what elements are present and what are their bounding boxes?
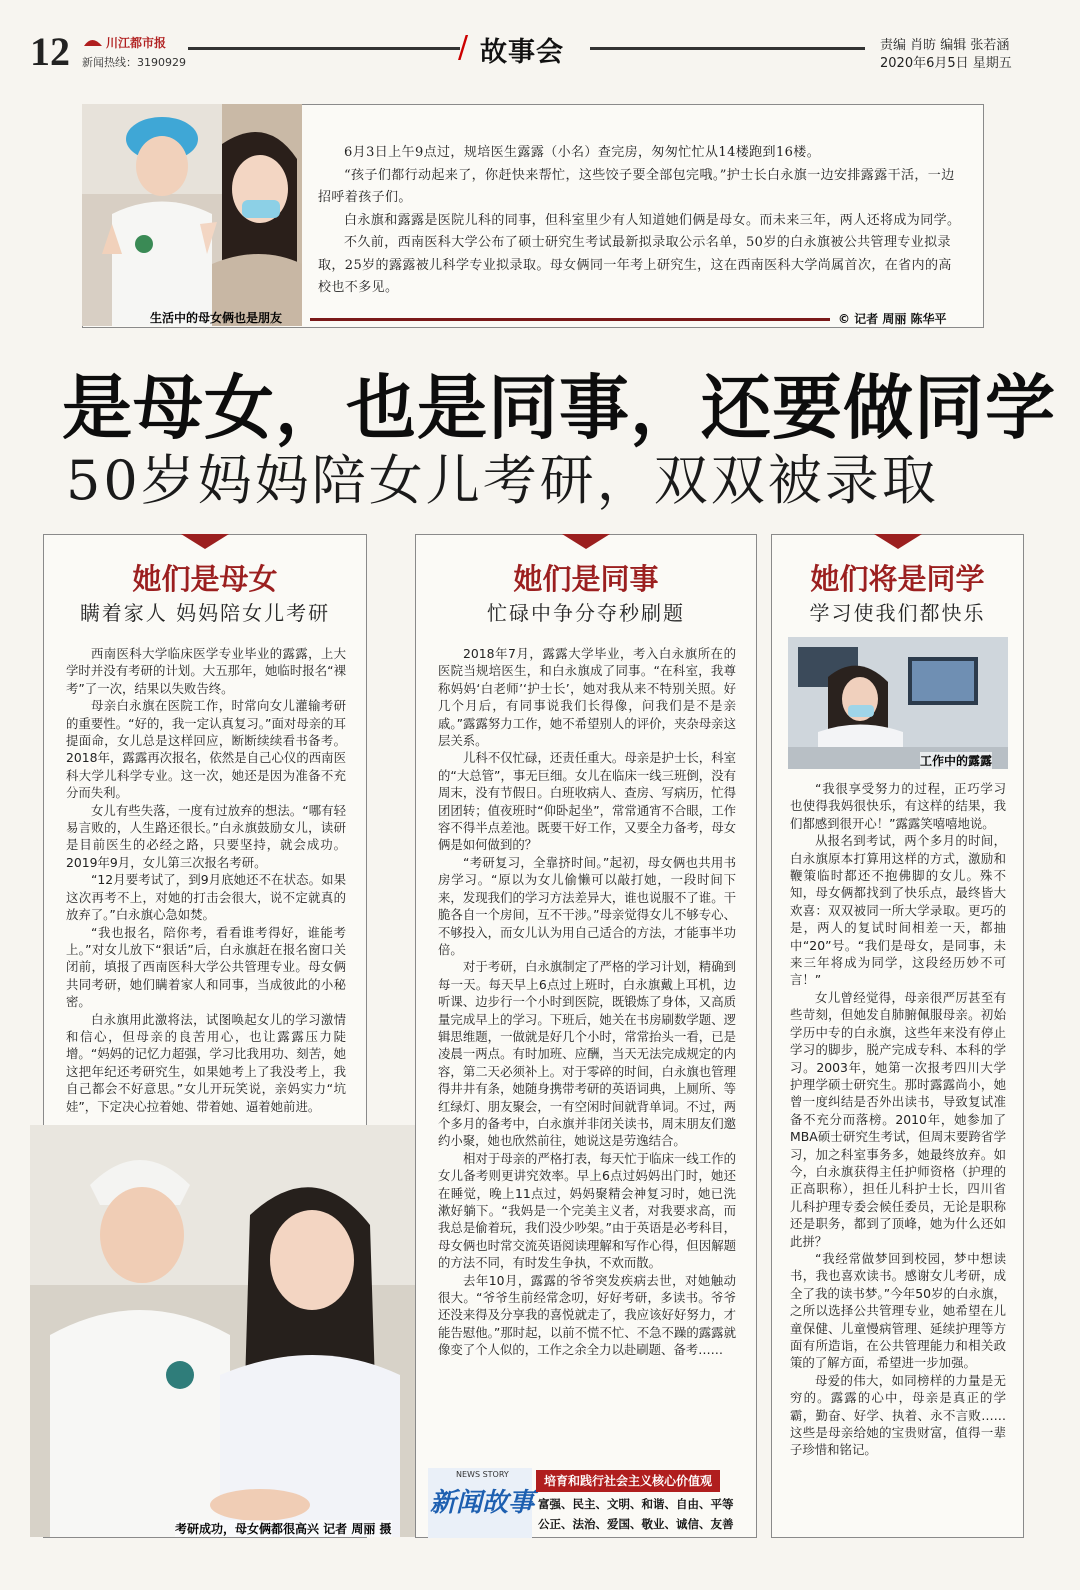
paper-name: 川江都市报 — [106, 36, 167, 50]
body-paragraph: “考研复习，全靠挤时间。”起初，母女俩也共用书房学习。“原以为女儿偷懒可以敲打她，一段时间下来，发现我们的学习方法差异大，谁也说服不了谁。干脆各自一个房间，互不干涉。”母亲觉得女儿不够专心、不够投入，而女儿认为用自己适合的方法，才能事半功倍。 — [438, 854, 736, 957]
body-paragraph: 母亲白永旗在医院工作，时常向女儿灌输考研的重要性。“好的，我一定认真复习。”面对母亲的耳提面命，女儿总是这样回应，断断续续看书备考。2018年，露露再次报名，依然是自己心仪的西南医科大学儿科学专业。这一次，她还是因为准备不充分而失利。 — [66, 698, 346, 801]
body-paragraph: 西南医科大学临床医学专业毕业的露露，上大学时并没有考研的计划。大五那年，她临时报名“裸考”了一次，结果以失败告终。 — [66, 646, 346, 696]
body-paragraph: 对于考研，白永旗制定了严格的学习计划，精确到每一天。每天早上6点过上班时，白永旗戴上耳机，边听课、边步行一个小时到医院，既锻炼了身体，又高质量完成早上的学习。下班后，她关在书房刷数学题、逻辑思维题，一做就是好几个小时，常常抬头一看，已是凌晨一两点。有时加班、应酬，当天无法完成规定的内容，第二天必须补上。对于零碎的时间，白永旗也管理得井井有条，她随身携带考研的英语词典，上厕所、等红绿灯、朋友聚会，一有空闲时间就背单词。不过，两个多月的备考中，白永旗并非闭关读书，周末朋友们邀约小聚，她也欣然前往，她说这是劳逸结合。 — [438, 959, 736, 1149]
column-title: 她们是同事 — [513, 562, 659, 596]
body-paragraph: 儿科不仅忙碌，还责任重大。母亲是护士长，科室的“大总管”，事无巨细。女儿在临床一线三班倒，没有周末，没有节假日。白班收病人、查房、写病历，忙得团团转；值夜班时“仰卧起坐”，常常通宵不合眼，工作容不得半点差池。既要干好工作，又要全力备考，母女俩是如何做到的？ — [438, 750, 736, 853]
byline-rule — [310, 318, 830, 321]
body-paragraph: 从报名到考试，两个多月的时间，白永旗原本打算用这样的方式，激励和鞭策临时都还不抱佛脚的女儿。殊不知，母女俩都找到了快乐点，最终皆大欢喜：双双被同一所大学录取。更巧的是，两人的复试时间相差一天，都抽中“20”号。“我们是母女，是同事，未来三年将成为同学，这段经历妙不可言！” — [790, 833, 1006, 988]
column-colleagues — [415, 534, 757, 1538]
body-paragraph: “12月要考试了，到9月底她还不在状态。如果这次再考不上，对她的打击会很大，说不定就真的放弃了。”白永旗心急如焚。 — [66, 872, 346, 923]
body-paragraph: 女儿曾经觉得，母亲很严厉甚至有些苛刻，但她发自肺腑佩服母亲。初始学历中专的白永旗，这些年来没有停止学习的脚步，脱产完成专科、本科的学习。2003年，她第一次报考四川大学护理学硕士研究生。那时露露尚小，她曾一度纠结是否外出读书，导致复试准备不充分而落榜。2010年，她参加了MBA硕士研究生考试，但周末要跨省学习，加之科室事务多，她最终放弃。如今，白永旗获得主任护师资格（护理的正高职称），担任儿科护士长，四川省儿科护理专委会候任委员，无论是职称还是职务，都到了顶峰，她为什么还如此拼？ — [790, 989, 1006, 1249]
intro-paragraph: 不久前，西南医科大学公布了硕士研究生考试最新拟录取公示名单，50岁的白永旗被公共管理专业拟录取，25岁的露露被儿科学专业拟录取。母女俩同一年考上研究生，这在西南医科大学尚属首次，在省内的高校也不多见。 — [318, 235, 952, 295]
mother-daughter-selfie-photo — [82, 104, 302, 326]
core-values-line: 富强、民主、文明、和谐、自由、平等 — [538, 1497, 734, 1511]
intro-paragraph: “孩子们都行动起来了，你赶快来帮忙，这些饺子要全部包完哦。”护士长白永旗一边安排露露干活，一边招呼着孩子们。 — [318, 167, 955, 205]
core-values-line: 公正、法治、爱国、敬业、诚信、友善 — [538, 1517, 734, 1531]
intro-photo-caption: 生活中的母女俩也是朋友 — [150, 311, 283, 325]
daughter-working-photo — [788, 637, 1008, 769]
news-story-logo-text: 新闻故事 — [430, 1488, 535, 1518]
column-body — [438, 645, 736, 1359]
section-slash-mark: / — [458, 30, 469, 65]
body-paragraph: 白永旗用此激将法，试图唤起女儿的学习激情和信心，但母亲的良苦用心，也让露露压力陡增。“妈妈的记忆力超强，学习比我用功、刻苦，她这把年纪还考研究生，如果她考上了我没考上，我自己都会不好意思。”女儿开玩笑说，亲妈实力“坑娃”，下定决心拉着她、带着她、逼着她前进。 — [66, 1011, 346, 1114]
editors-credit: 责编 肖昉 编辑 张若涵 — [880, 38, 1010, 53]
celebration-photo-caption: 考研成功，母女俩都很高兴 记者 周丽 摄 — [175, 1522, 392, 1536]
column-body — [66, 645, 346, 1115]
column-title: 她们将是同学 — [810, 562, 985, 596]
body-paragraph: 母爱的伟大，如同榜样的力量是无穷的。露露的心中，母亲是真正的学霸，勤奋、好学、执着、永不言败……这些是母亲给她的宝贵财富，值得一辈子珍惜和铭记。 — [790, 1372, 1006, 1458]
column-marker-triangle — [562, 534, 610, 549]
body-paragraph: “我很享受努力的过程，正巧学习也使得我妈很快乐，有这样的结果，我们都感到很开心！”露露笑嘻嘻地说。 — [790, 781, 1006, 831]
column-subtitle: 忙碌中争分夺秒刷题 — [487, 601, 685, 625]
column-title: 她们是母女 — [132, 562, 278, 596]
body-paragraph: 2018年7月，露露大学毕业，考入白永旗所在的医院当规培医生，和白永旗成了同事。“在科室，我尊称妈妈‘白老师’‘护士长’，她对我从来不特别关照。好几个月后，有同事说我们长得像，问我们是不是亲戚。”露露努力工作，她不希望别人的评价，夹杂母亲这层关系。 — [438, 646, 736, 749]
paper-logo — [82, 32, 180, 54]
news-story-logo-small: NEWS STORY — [456, 1470, 509, 1479]
body-paragraph: 相对于母亲的严格打表，每天忙于临床一线工作的女儿备考则更讲究效率。早上6点过妈妈出门时，她还在睡觉，晚上11点过，妈妈聚精会神复习时，她已洗漱好躺下。“我妈是一个完美主义者，对我要求高，而我总是偷着玩，我们没少吵架。”由于英语是必考科目，母女俩也时常交流英语阅读理解和写作心得，但因解题的方法不同，有时发生争执，不欢而散。 — [438, 1150, 736, 1271]
intro-lead-text — [318, 142, 963, 300]
intro-paragraph: 白永旗和露露是医院儿科的同事，但科室里少有人知道她们俩是母女。而未来三年，两人还将成为同学。 — [344, 212, 961, 228]
reporter-byline: © 记者 周丽 陈华平 — [838, 312, 947, 326]
section-name: 故事会 — [480, 37, 564, 68]
news-hotline: 新闻热线：3190929 — [82, 56, 186, 69]
body-paragraph: “我经常做梦回到校园，梦中想读书，我也喜欢读书。感谢女儿考研，成全了我的读书梦。”今年50岁的白永旗，之所以选择公共管理专业，她希望在儿童保健、儿童慢病管理、延续护理等方面有所造诣，在公共管理能力和相关政策的了解方面，希望进一步加强。 — [790, 1250, 1006, 1371]
column-marker-triangle — [874, 534, 922, 549]
intro-paragraph: 6月3日上午9点过，规培医生露露（小名）查完房，匆匆忙忙从14楼跑到16楼。 — [344, 145, 821, 160]
sub-headline: 50岁妈妈陪女儿考研，双双被录取 — [66, 449, 939, 512]
body-paragraph: “我也报名，陪你考，看看谁考得好，谁能考上。”对女儿放下“狠话”后，白永旗赶在报名窗口关闭前，填报了西南医科大学公共管理专业。母女俩共同考研，她们瞒着家人和同事，当成彼此的小秘密。 — [66, 924, 346, 1010]
body-paragraph: 女儿有些失落，一度有过放弃的想法。“哪有轻易言败的，人生路还很长。”白永旗鼓励女儿，读研是目前医生的必经之路，只要坚持，就会成功。2019年9月，女儿第三次报名考研。 — [66, 802, 346, 870]
header-rule-right — [590, 47, 865, 50]
header-rule-left — [188, 47, 460, 50]
work-photo-caption: 工作中的露露 — [920, 754, 993, 768]
column-subtitle: 学习使我们都快乐 — [809, 601, 986, 625]
main-headline: 是母女，也是同事，还要做同学 — [62, 366, 1056, 449]
column-subtitle: 瞒着家人 妈妈陪女儿考研 — [79, 601, 331, 625]
column-marker-triangle — [181, 534, 229, 549]
publication-date: 2020年6月5日 星期五 — [880, 56, 1012, 71]
core-values-banner: 培育和践行社会主义核心价值观 — [536, 1470, 720, 1492]
column-body — [790, 780, 1006, 1459]
mother-daughter-celebration-photo — [30, 1125, 418, 1537]
page-number: 12 — [30, 29, 70, 74]
body-paragraph: 去年10月，露露的爷爷突发疾病去世，对她触动很大。“爷爷生前经常念叨，好好考研，多读书。爷爷还没来得及分享我的喜悦就走了，我应该好好努力，才能告慰他。”那时起，以前不慌不忙、不急不躁的露露就像变了个人似的，工作之余全力以赴刷题、备考…… — [438, 1272, 736, 1358]
